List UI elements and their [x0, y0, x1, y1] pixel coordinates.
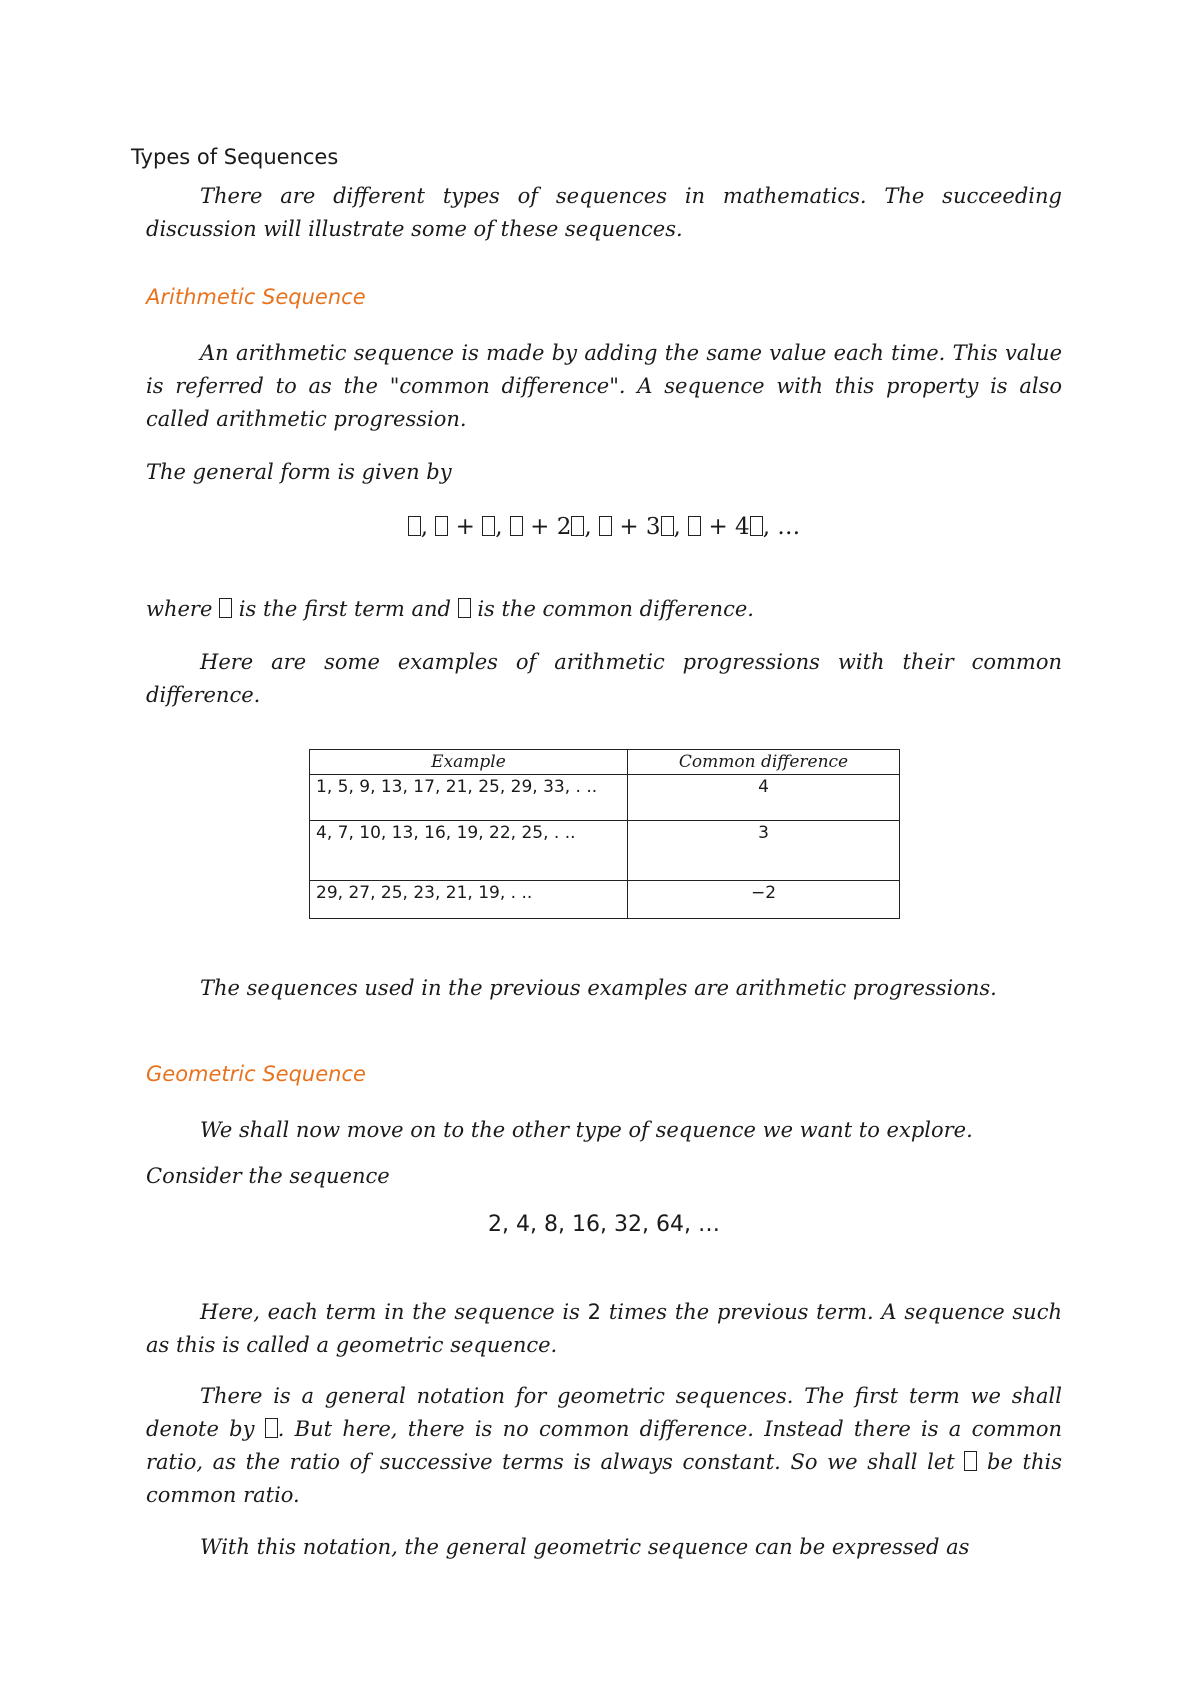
symbol-a-placeholder	[408, 516, 421, 536]
table-row	[310, 821, 900, 881]
page-title: Types of Sequences	[131, 145, 339, 169]
where-text: is the first term and	[238, 597, 451, 621]
table-cell-example: 29, 27, 25, 23, 21, 19, . ..	[310, 881, 628, 919]
geometric-notation	[146, 1380, 1062, 1512]
table-cell-difference: −2	[628, 881, 900, 919]
formula-part: ,	[673, 514, 681, 540]
geometric-example-sequence: 2, 4, 8, 16, 32, 64, …	[488, 1212, 720, 1237]
symbol-a-placeholder	[435, 516, 448, 536]
symbol-a-placeholder	[688, 516, 701, 536]
symbol-d-placeholder	[482, 516, 495, 536]
table-header: Example	[310, 750, 628, 775]
where-text: where	[146, 597, 213, 621]
symbol-a-placeholder	[599, 516, 612, 536]
table-header: Common difference	[628, 750, 900, 775]
table-header-row	[310, 750, 900, 775]
formula-part: , …	[762, 514, 801, 540]
table-row	[310, 881, 900, 919]
formula-part: + 3	[619, 514, 661, 540]
table-row	[310, 775, 900, 821]
geometric-closing: With this notation, the general geometric sequence can be expressed as	[200, 1535, 970, 1559]
table-cell-difference: 3	[628, 821, 900, 881]
intro-paragraph: There are different types of sequences in mathematics. The succeeding discussion will illustrate some of these sequences.	[146, 184, 1062, 241]
arithmetic-examples-table	[309, 749, 900, 919]
arithmetic-general-formula	[146, 514, 1062, 540]
symbol-d-placeholder	[571, 516, 584, 536]
geometric-heading: Geometric Sequence	[146, 1062, 366, 1086]
geometric-explanation	[146, 1296, 1062, 1362]
ratio-value: 2	[587, 1300, 602, 1324]
notation-text: There is a general notation for geometric sequences. The first term we shall denote by	[146, 1384, 1062, 1441]
formula-part: ,	[495, 514, 503, 540]
geometric-move-on: We shall now move on to the other type of sequence we want to explore.	[200, 1118, 973, 1142]
notation-text: be this common ratio.	[146, 1450, 1062, 1507]
arithmetic-heading: Arithmetic Sequence	[146, 285, 366, 309]
table-cell-difference: 4	[628, 775, 900, 821]
symbol-d-placeholder	[750, 516, 763, 536]
symbol-r-placeholder	[964, 1451, 977, 1471]
notation-text: . But here, there is no common difference. Instead there is a common ratio, as the ratio of successive terms is always constant. So we shall let	[146, 1417, 1062, 1474]
symbol-d-placeholder	[458, 598, 471, 618]
where-sentence	[146, 593, 1062, 626]
where-text: is the common difference.	[477, 597, 754, 621]
symbol-a-placeholder	[219, 598, 232, 618]
formula-part: + 4	[708, 514, 750, 540]
consider-label: Consider the sequence	[146, 1164, 390, 1188]
symbol-d-placeholder	[661, 516, 674, 536]
examples-intro: Here are some examples of arithmetic progressions with their common difference.	[146, 650, 1062, 707]
general-form-label: The general form is given by	[146, 460, 452, 484]
arithmetic-definition: An arithmetic sequence is made by adding the same value each time. This value is referred to as the "common difference". A sequence with this property is also called arithmetic progression.	[146, 341, 1062, 431]
formula-part: +	[455, 514, 475, 540]
explanation-text: times the previous term. A sequence such as this is called a geometric sequence.	[146, 1300, 1062, 1357]
arithmetic-conclusion: The sequences used in the previous examples are arithmetic progressions.	[200, 976, 997, 1000]
formula-part: ,	[420, 514, 428, 540]
formula-part: ,	[584, 514, 592, 540]
symbol-a-placeholder	[510, 516, 523, 536]
table-cell-example: 4, 7, 10, 13, 16, 19, 22, 25, . ..	[310, 821, 628, 881]
formula-part: + 2	[530, 514, 572, 540]
symbol-a-placeholder	[265, 1418, 278, 1438]
table-cell-example: 1, 5, 9, 13, 17, 21, 25, 29, 33, . ..	[310, 775, 628, 821]
explanation-text: Here, each term in the sequence is	[200, 1300, 580, 1324]
